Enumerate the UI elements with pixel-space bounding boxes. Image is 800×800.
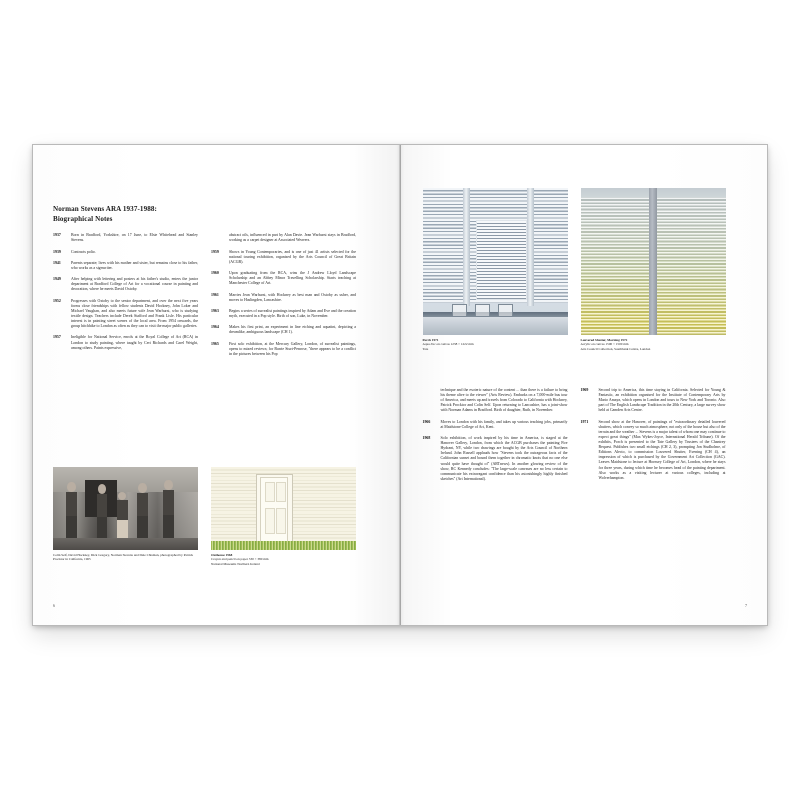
caption-medium: Acrylic on canvas 1500 × 1500 mm — [580, 342, 629, 347]
chronology-entry — [53, 261, 198, 271]
entry-text: Shows in Young Contemporaries, and is one of just 41 artists selected for the national touring exhibition, organised by the Arts Council of Great Britain (ACGB). — [229, 249, 356, 264]
right-columns — [423, 388, 726, 488]
entry-text: Second trip to America, this time staying in California. Selected for Young & Fantastic, an exhibition organised for the Institute of Contemporary Arts by Mario Amaya, which opens in London and tours to New York and Toronto. Also part of The English Landscape Tradition in the 20th Century, a large survey show held at Camden Arts Centre. — [598, 388, 726, 413]
chronology-entry-continuation — [423, 388, 568, 413]
black-and-white-photo — [53, 467, 198, 550]
outhouse-painting — [211, 467, 356, 550]
entry-text: technique and the esoteric nature of the content ... than there is a failure to bring his theme alive to the viewer" (Arts Review). Embarks on a 7,000-mile bus tour of America, and meets up and travels from Colorado to California with Hockney, Patrick Procktor and Colin Self. Upon returning to Lancashire, has a joint-show with Norman Adams in Bradford. Birth of daughter, Ruth, in November. — [440, 388, 568, 413]
entry-text: Contracts polio. — [71, 249, 96, 254]
figure-caption — [423, 338, 568, 351]
entry-text: Upon graduating from the RCA, wins the J Andrew Lloyd Landscape Scholarship and an Abbey Minor Travelling Scholarship. Starts teaching at Manchester College of Art. — [229, 271, 356, 286]
entry-text: Parents separate; lives with his mother and sister, but remains close to his father, who works as a signwriter. — [71, 260, 198, 270]
entry-text: Begins a series of surrealist paintings inspired by Adam and Eve and the creation myth, executed in a Pop style. Birth of son, Luke, in November. — [229, 308, 356, 318]
outhouse-grass — [211, 541, 356, 550]
louvered-shutter-painting — [581, 188, 726, 335]
caption-title: Louvered Shutter, Morning 1972 — [580, 338, 628, 342]
figure-porch — [423, 188, 568, 351]
chronology-entry — [53, 335, 198, 350]
entry-text: After helping with lettering and posters at his father's studio, enters the junior department at Bradford College of Art for a vocational course in painting and decoration, where he meets David Oxtoby. — [71, 277, 198, 292]
photo-person — [137, 493, 148, 539]
chronology-entry — [211, 325, 356, 335]
right-column-1 — [423, 388, 568, 488]
porch-chair — [452, 304, 467, 318]
figure-outhouse — [211, 467, 356, 566]
left-columns — [53, 233, 356, 363]
chronology-entry — [581, 420, 726, 481]
entry-year: 1964 — [211, 325, 219, 330]
entry-text: Second show at the Hanover, of paintings of "extraordinary detailed louvered shutters, which convey so much atmosphere, not only of the house but also of the terrain and the weather ... Stevens is a major talent of whom one may continue to expect great things" (Max Wykes-Joyce, International Herald Tribune). Of the exhibits, Porch is presented to the Tate Gallery by Trustees of the Chantrey Bequest. Publishes two small etchings (CH 2, 3), prompting Jon Studholme, of Editions Alecto, to commission Louvered Shutter, Evening (CH 4), an impression of which is purchased by the Government Art Collection (GAC). Leaves Maidstone to lecture at Hornsey College of Art, London, where he stays for three years, during which time he becomes head of the painting department. Also works as a visiting lecturer at various colleges, including at Wolverhampton. — [598, 419, 726, 480]
right-page — [401, 145, 768, 625]
door-panel — [265, 482, 275, 501]
chronology-entry — [423, 420, 568, 430]
door-panel — [276, 508, 286, 535]
porch-deck — [423, 317, 568, 335]
left-page — [33, 145, 401, 625]
group-photograph-image — [53, 467, 198, 550]
door-panel — [276, 482, 286, 501]
entry-year: 1957 — [53, 335, 61, 340]
photo-floor — [53, 538, 198, 550]
chronology-entry — [211, 250, 356, 265]
door-panel — [265, 508, 275, 535]
chronology-entry — [211, 271, 356, 286]
entry-year: 1966 — [422, 419, 431, 424]
figure-caption — [581, 338, 726, 351]
porch-post — [463, 188, 470, 306]
entry-year: 1939 — [53, 249, 61, 254]
outhouse-image — [211, 467, 356, 550]
entry-year: 1971 — [580, 419, 589, 424]
right-column-2 — [581, 388, 726, 488]
chronology-entry — [53, 277, 198, 292]
entry-year: 1961 — [211, 292, 219, 297]
entry-year: 1960 — [211, 271, 219, 276]
chronology-entry-continuation — [211, 233, 356, 243]
entry-year: 1969 — [580, 388, 589, 392]
porch-chair — [498, 304, 513, 318]
chronology-entry — [211, 342, 356, 357]
chronology-entry — [53, 233, 198, 243]
figure-caption — [211, 553, 356, 566]
left-column-1 — [53, 233, 198, 363]
entry-text: Born in Bradford, Yorkshire, on 17 June, to Elsie Whitehead and Stanley Stevens. — [71, 233, 198, 243]
entry-text: Moves to London with his family, and takes up various teaching jobs, primarily at Maidstone College of Art, Kent. — [440, 419, 568, 429]
right-page-text-block — [423, 388, 726, 488]
entry-text: Progresses with Oxtoby to the senior department, and over the next five years forms close friendships with fellow students David Hockney, John Loker and Michael Vaughan, and also meets future wife Jean Warhurst, who is studying textile design. Teachers include Derek Stafford and Frank Lisle. His particular interest is in painting street scenes of the local area. From 1954 onwards, the group hitchhike to London as often as they can to visit the major public galleries. — [71, 298, 198, 329]
porch-image — [423, 188, 568, 335]
page-title — [53, 205, 356, 224]
entry-year: 1959 — [211, 249, 219, 254]
left-page-figures — [53, 467, 356, 566]
chronology-entry — [423, 436, 568, 482]
figure-group-photograph — [53, 467, 198, 566]
entry-text: First solo exhibition, at the Mercury Gallery, London, of surrealist paintings, opens to mixed reviews; for Barrie Sturt-Penrose, "there appears to be a conflict in the pictures between his Pop — [229, 341, 356, 356]
page-number-right: 7 — [744, 603, 747, 608]
left-page-text-block — [53, 205, 356, 363]
figure-caption: Colin Self, David Hockney, Dick Gregory, Norman Stevens and Dale Chisman, photographed by Patrick Procktor in California, 1965 — [53, 553, 194, 562]
caption-collection: Arts Council Collection, Southbank Centre, London — [580, 346, 651, 351]
book-spread — [33, 145, 767, 625]
photo-person — [117, 500, 128, 538]
photo-person — [97, 494, 108, 539]
figure-louvered-shutter-morning — [581, 188, 726, 351]
entry-year: 1937 — [53, 233, 61, 238]
entry-text: Marries Jean Warhurst, with Hockney as best man and Oxtoby as usher, and moves to Haslingden, Lancashire. — [229, 292, 356, 302]
caption-medium: Aqua-Tec on canvas 1238 × 1222 mm — [422, 342, 474, 347]
page-title-line-2: Biographical Notes — [53, 214, 113, 223]
page-number-left: 6 — [53, 603, 56, 608]
caption-title: Porch 1971 — [422, 338, 439, 342]
louvered-shutter-image — [581, 188, 726, 335]
page-title-line-1: Norman Stevens ARA 1937-1988: — [53, 205, 157, 213]
outhouse-door — [260, 477, 288, 544]
photo-person — [163, 490, 174, 538]
louver-center-post — [649, 188, 656, 335]
chronology-entry — [53, 299, 198, 330]
porch-shutter-panel — [476, 220, 527, 300]
right-page-figures — [423, 188, 726, 351]
chronology-entry — [581, 388, 726, 413]
chronology-entry — [53, 250, 198, 255]
entry-year: 1963 — [211, 308, 219, 313]
porch-chair — [475, 304, 490, 318]
entry-year: 1965 — [211, 341, 219, 346]
caption-title: Outhouse 1968 — [211, 553, 233, 557]
porch-painting — [423, 188, 568, 335]
caption-collection: National Museums Northern Ireland — [211, 561, 260, 566]
entry-year: 1941 — [53, 260, 61, 265]
chronology-entry — [211, 293, 356, 303]
left-column-2 — [211, 233, 356, 363]
entry-year: 1949 — [53, 277, 61, 282]
entry-text: Makes his first print, an experiment in line etching and aquatint, depicting a dreamlike, ambiguous landscape (CH 1). — [229, 325, 356, 335]
entry-year: 1952 — [53, 298, 61, 303]
entry-text: abstract oils, influenced in part by Alan Davie. Jean Warhurst stays in Bradford, working as a carpet designer at Associated Weavers. — [229, 233, 356, 243]
porch-post — [527, 188, 534, 306]
entry-year: 1968 — [422, 436, 431, 441]
caption-collection: Tate — [422, 346, 429, 351]
chronology-entry — [211, 309, 356, 319]
entry-text: Solo exhibition, of work inspired by his time in America, is staged at the Hanover Gallery, London, from which the ACGB purchases the painting Fire Hydrant, NY, while two drawings are bought by the Arts Council of Northern Ireland. John Russell applauds how "Stevens took the outrageous facts of the Californian sunset and bound them together in chromatic knots that no one else would quite have thought of" (ARTnews). In another glowing review of the show, RC Kennedy concludes: "The large-scale canvases are no less certain to communicate his extravagant confidence than his astonishingly highly finished sketches" (Art International). — [440, 436, 568, 481]
photo-person — [66, 492, 77, 538]
entry-text: Ineligible for National Service, enrols at the Royal College of Art (RCA) in London to study painting, where taught by Ceri Richards and Carel Weight, among others. Paints expressive, — [71, 335, 198, 350]
caption-medium: Crayon and pencil on paper 330 × 380 mm — [211, 557, 269, 562]
